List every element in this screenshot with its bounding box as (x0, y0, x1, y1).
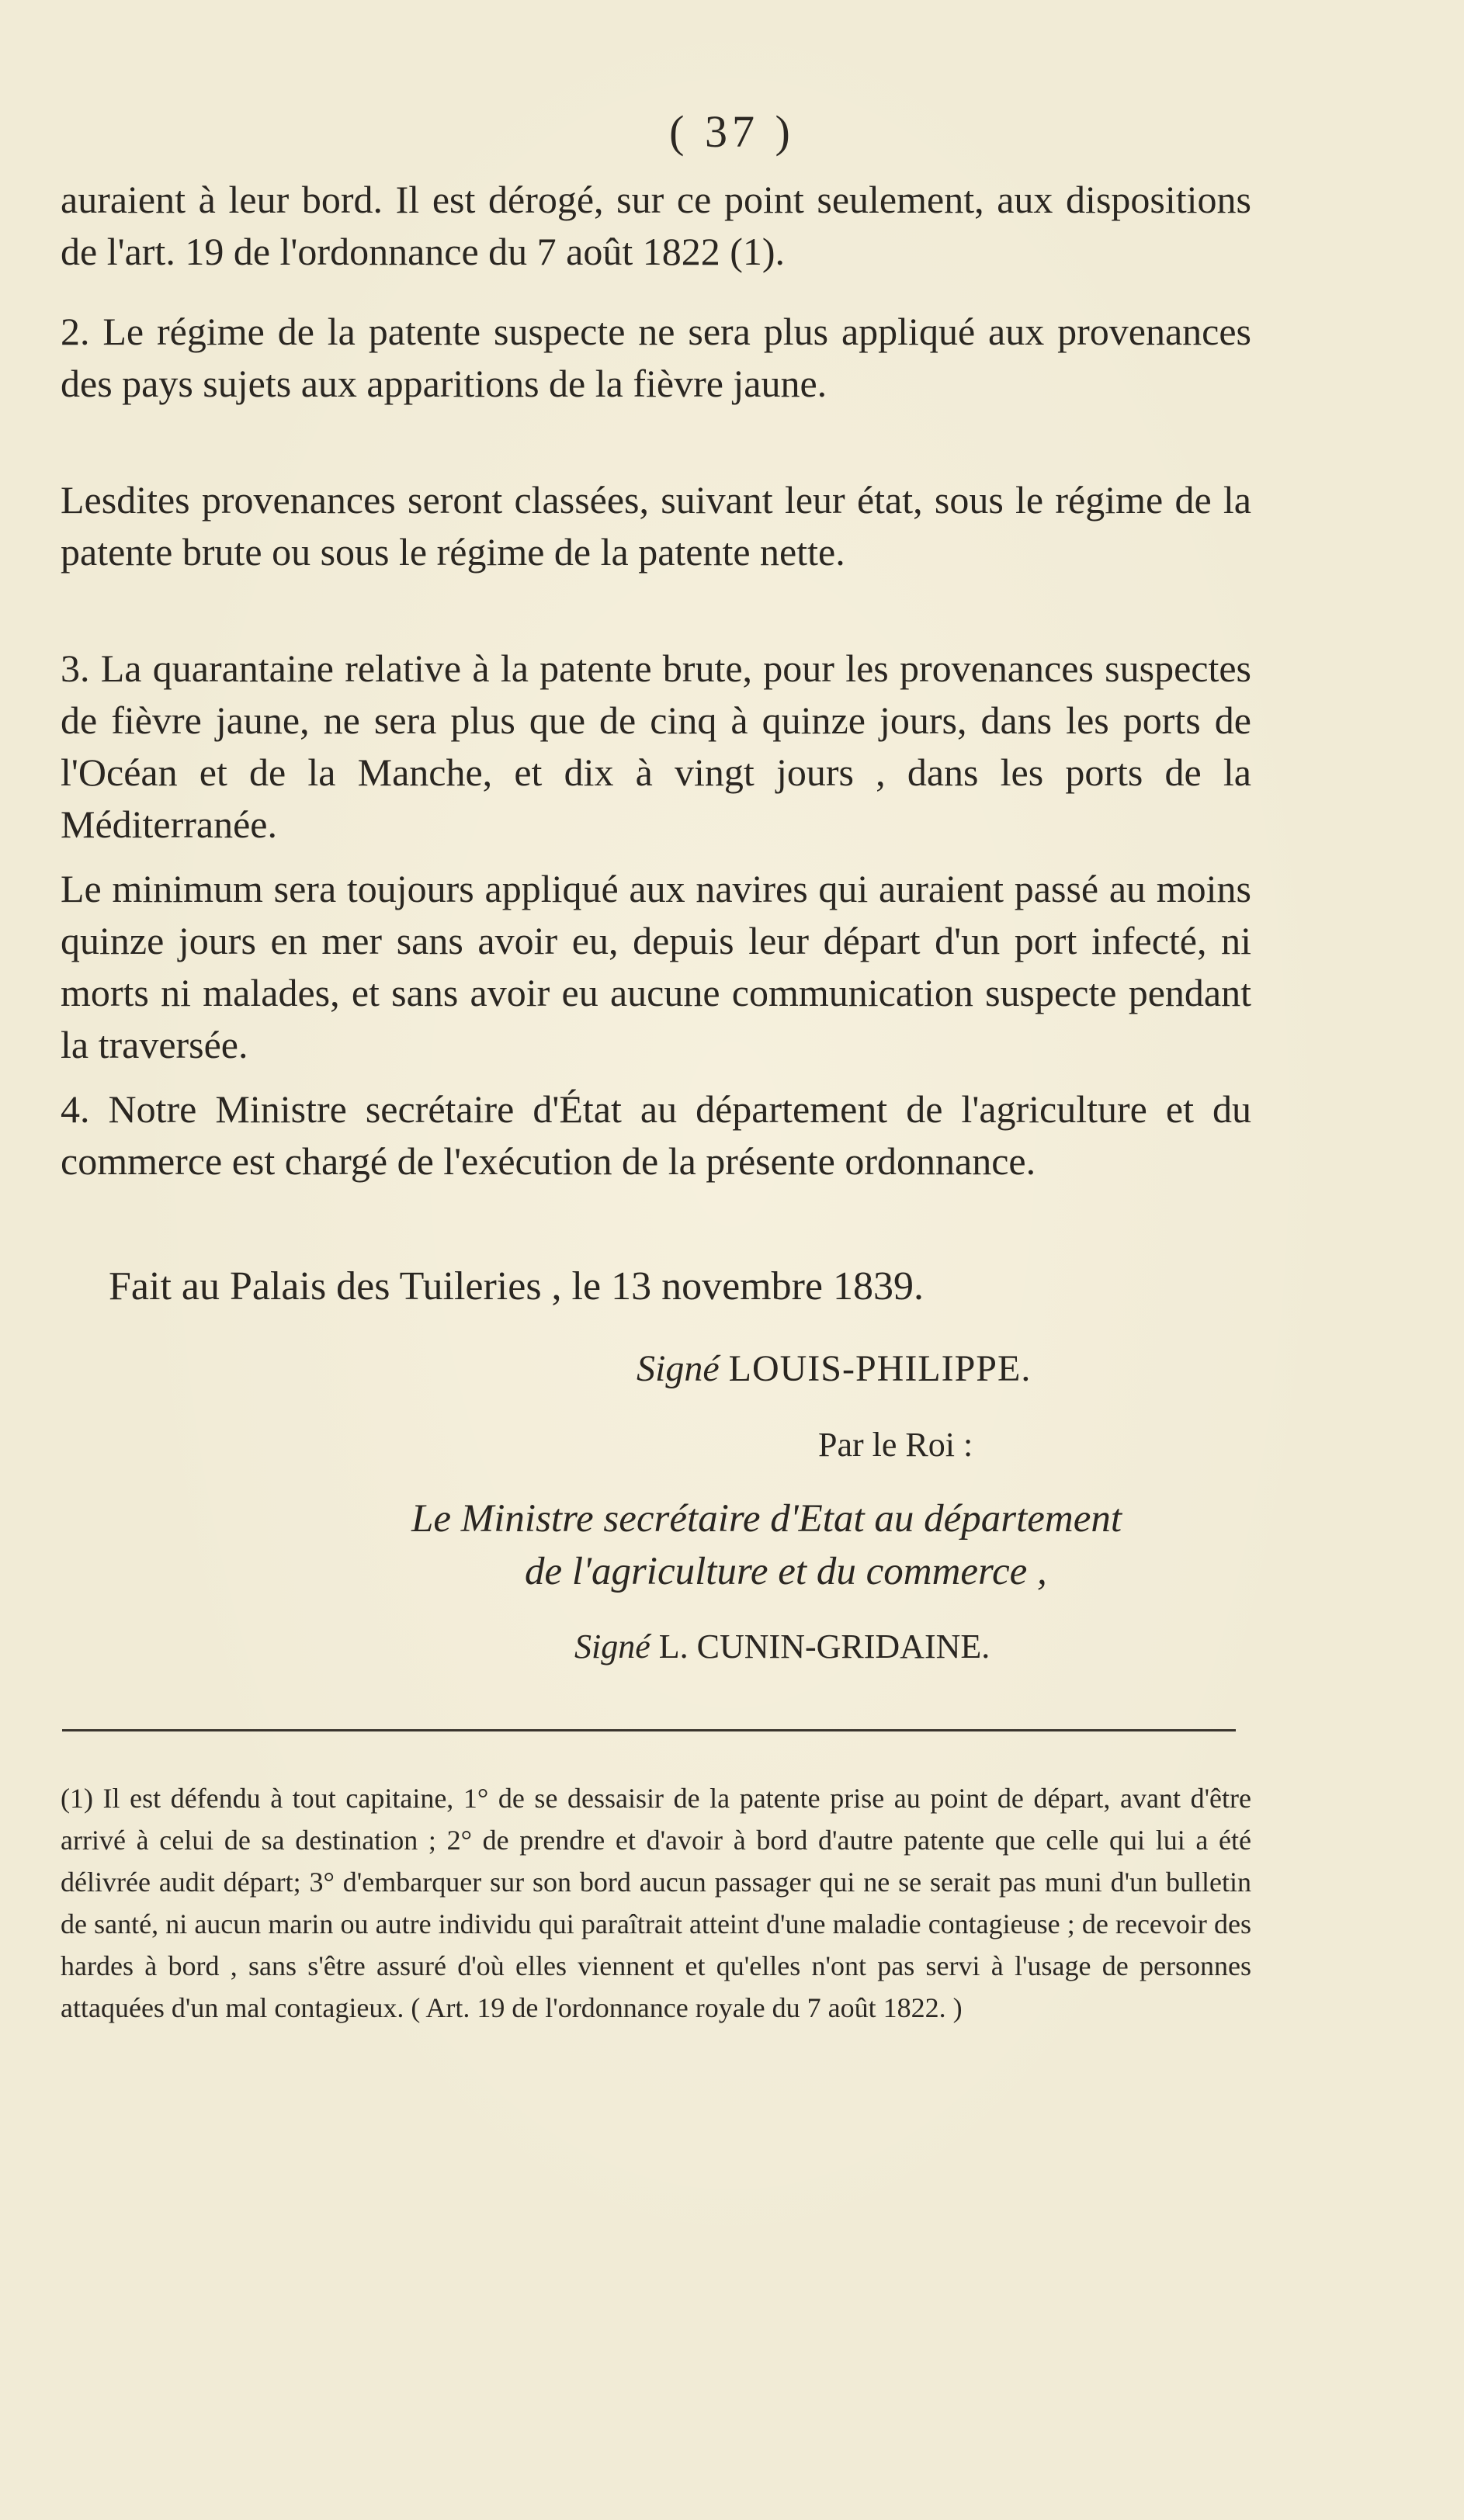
king-signature (637, 1347, 1031, 1390)
paragraph-provenances: Lesdites provenances seront classées, suivant leur état, sous le régime de la patente brute ou sous le régime de la patente nette. (61, 478, 1251, 574)
paragraph-article-4: 4. Notre Ministre secrétaire d'État au département de l'agriculture et du commerce est chargé de l'exécution de la présente ordonnance. (61, 1087, 1251, 1183)
paragraph-minimum: Le minimum sera toujours appliqué aux navires qui auraient passé au moins quinze jours en mer sans avoir eu, depuis leur départ d'un port infecté, ni morts ni malades, et sans avoir eu aucune communication suspecte pendant la traversée. (61, 867, 1251, 1066)
footnote-divider (62, 1729, 1236, 1731)
paragraph-article-3: 3. La quarantaine relative à la patente brute, pour les provenances suspectes de fièvre jaune, ne sera plus que de cinq à quinze jours, dans les ports de l'Océan et de la Manche, et dix à vingt jours , dans les ports de la Méditerranée. (61, 646, 1251, 846)
paragraph-article-2: 2. Le régime de la patente suspecte ne sera plus appliqué aux provenances des pays sujets aux apparitions de la fièvre jaune. (61, 310, 1251, 405)
page-number: ( 37 ) (669, 106, 795, 157)
paragraph-continuation: auraient à leur bord. Il est dérogé, sur ce point seulement, aux dispositions de l'art. 19 de l'ordonnance du 7 août 1822 (1). (61, 178, 1251, 273)
par-le-roi: Par le Roi : (818, 1426, 973, 1464)
minister-name: L. CUNIN-GRIDAINE. (658, 1627, 990, 1666)
minister-title-line2: de l'agriculture et du commerce , (525, 1550, 1047, 1593)
footnote: (1) Il est défendu à tout capitaine, 1° de se dessaisir de la patente prise au point de départ, avant d'être arrivé à celui de sa destination ; 2° de prendre et d'avoir à bord d'autre patente que celle qui lui a été délivrée audit départ; 3° d'embarquer sur son bord aucun passager qui ne se serait pas muni d'un bulletin de santé, ni aucun marin ou autre individu qui paraîtrait atteint d'une maladie contagieuse ; de recevoir des hardes à bord , sans s'être assuré d'où elles viennent et qu'elles n'ont pas servi à l'usage de personnes attaquées d'un mal contagieux. ( Art. 19 de l'ordonnance royale du 7 août 1822. ) (61, 1783, 1251, 2023)
dated-line: Fait au Palais des Tuileries , le 13 novembre 1839. (109, 1264, 925, 1309)
king-name: LOUIS-PHILIPPE. (728, 1348, 1032, 1389)
minister-signature (574, 1627, 990, 1666)
signe-label: Signé (637, 1348, 720, 1389)
minister-title-line1: Le Ministre secrétaire d'Etat au département (411, 1497, 1122, 1541)
signe-label-2: Signé (574, 1627, 650, 1666)
